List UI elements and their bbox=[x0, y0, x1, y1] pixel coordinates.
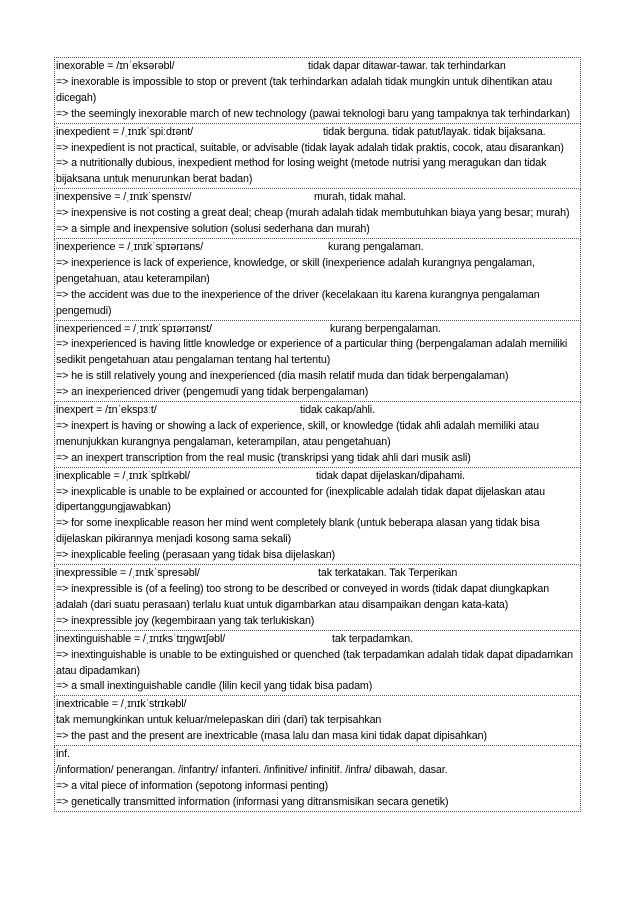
example-line: => a nutritionally dubious, inexpedient method for losing weight (metode nutrisi yang meragukan dan tidak bijaksana untuk menurunkan berat badan) bbox=[56, 157, 547, 186]
entry-heading bbox=[56, 190, 578, 206]
entry-heading bbox=[56, 125, 578, 141]
example-line: => an inexpert transcription from the real music (transkripsi yang tidak ahli dari musik asli) bbox=[56, 451, 471, 464]
meaning: kurang berpengalaman. bbox=[330, 322, 441, 335]
example-line: => a vital piece of information (sepotong informasi penting) bbox=[56, 779, 329, 792]
headword: inextinguishable = /ˌɪnɪksˈtɪŋɡwɪʃəbl/ bbox=[56, 632, 226, 645]
dictionary-entry bbox=[54, 402, 581, 468]
headword: inf. bbox=[56, 748, 70, 761]
example-line: => a small inextinguishable candle (lilin kecil yang tidak bisa padam) bbox=[56, 680, 373, 693]
entry-heading bbox=[56, 240, 578, 256]
example-line: => inexpert is having or showing a lack of experience, skill, or knowledge (tidak ahli adalah memiliki atau menunjukkan kurangnya pengalaman, keterampilan, atau pengetahuan) bbox=[56, 419, 539, 448]
meaning: tidak dapar ditawar-tawar. tak terhindarkan bbox=[308, 60, 506, 72]
entry-heading bbox=[56, 403, 578, 419]
example-line: => a simple and inexpensive solution (solusi sederhana dan murah) bbox=[56, 223, 370, 236]
headword: inexorable = /ɪnˈeksərəbl/ bbox=[56, 60, 175, 72]
entry-heading bbox=[56, 697, 578, 729]
dictionary-entry bbox=[54, 239, 581, 321]
meaning: tak memungkinkan untuk keluar/melepaskan diri (dari) tak terpisahkan bbox=[56, 714, 382, 727]
example-line: => inexpressible is (of a feeling) too strong to be described or conveyed in words (tidak dapat diungkapkan adalah (dari suatu perasaan) terlalu kuat untuk digambarkan atau disampaikan dengan kata-kata) bbox=[56, 583, 550, 611]
dictionary-entry bbox=[54, 189, 581, 239]
entry-heading bbox=[56, 566, 578, 582]
dictionary-entry bbox=[54, 124, 581, 190]
headword: inexpressible = /ˌɪnɪkˈspresəbl/ bbox=[56, 567, 200, 580]
meaning: tidak cakap/ahli. bbox=[300, 404, 375, 417]
headword: inexplicable = /ˌɪnɪkˈsplɪkəbl/ bbox=[56, 469, 190, 482]
headword: inextricable = /ˌɪnɪkˈstrɪkəbl/ bbox=[56, 698, 187, 711]
dictionary-entry bbox=[54, 57, 581, 124]
headword: inexperienced = /ˌɪnɪkˈspɪərɪənst/ bbox=[56, 322, 212, 335]
example-line: => genetically transmitted information (informasi yang ditransmisikan secara genetik) bbox=[56, 795, 449, 808]
entry-heading bbox=[56, 59, 578, 75]
example-line: => for some inexplicable reason her mind went completely blank (untuk beberapa alasan yang tidak bisa dijelaskan pikirannya menjadi kosong sama sekali) bbox=[56, 517, 540, 546]
example-line: => inexpedient is not practical, suitable, or advisable (tidak layak adalah tidak praktis, cocok, atau disarankan) bbox=[56, 141, 564, 154]
example-line: => the accident was due to the inexperience of the driver (kecelakaan itu karena kurangnya pengalaman pengemudi) bbox=[56, 288, 540, 317]
example-line: => inexpensive is not costing a great deal; cheap (murah adalah tidak membutuhkan biaya yang besar; murah) bbox=[56, 207, 570, 220]
dictionary-entry bbox=[54, 468, 581, 565]
headword: inexpedient = /ˌɪnɪkˈspiːdɪənt/ bbox=[56, 125, 193, 138]
dictionary-entry bbox=[54, 565, 581, 631]
meaning: murah, tidak mahal. bbox=[314, 191, 406, 204]
example-line: => he is still relatively young and inexperienced (dia masih relatif muda dan tidak berpengalaman) bbox=[56, 370, 509, 383]
example-line: => inextinguishable is unable to be extinguished or quenched (tak terpadamkan adalah tidak dapat dipadamkan atau dipadamkan) bbox=[56, 648, 573, 677]
dictionary-entry bbox=[54, 746, 581, 812]
example-line: => the past and the present are inextricable (masa lalu dan masa kini tidak dapat dipisahkan) bbox=[56, 730, 487, 743]
example-line: => an inexperienced driver (pengemudi yang tidak berpengalaman) bbox=[56, 386, 369, 399]
headword: inexpert = /ɪnˈekspɜːt/ bbox=[56, 404, 157, 417]
example-line: => inexpressible joy (kegembiraan yang tak terlukiskan) bbox=[56, 614, 315, 627]
dictionary-entry bbox=[54, 631, 581, 697]
meaning: tidak dapat dijelaskan/dipahami. bbox=[316, 469, 465, 482]
dictionary-entry bbox=[54, 321, 581, 403]
headword: inexperience = /ˌɪnɪkˈspɪərɪəns/ bbox=[56, 240, 204, 253]
entry-heading bbox=[56, 322, 578, 338]
example-line: => inexperience is lack of experience, knowledge, or skill (inexperience adalah kurangnya pengalaman, pengetahuan, atau keterampilan) bbox=[56, 256, 535, 285]
example-line: => inexplicable is unable to be explained or accounted for (inexplicable adalah tidak dapat dijelaskan atau dipertanggungjawabkan) bbox=[56, 485, 545, 514]
example-line: => inexplicable feeling (perasaan yang tidak bisa dijelaskan) bbox=[56, 549, 336, 562]
entry-heading bbox=[56, 747, 578, 779]
entry-heading bbox=[56, 632, 578, 648]
entry-list bbox=[54, 57, 581, 812]
dictionary-entry bbox=[54, 696, 581, 746]
meaning: /information/ penerangan. /infantry/ infanteri. /infinitive/ infinitif. /infra/ dibawah, dasar. bbox=[56, 763, 448, 776]
entry-heading bbox=[56, 469, 578, 485]
example-line: => the seemingly inexorable march of new technology (pawai teknologi baru yang tampaknya tak terhindarkan) bbox=[56, 107, 570, 120]
meaning: tidak berguna. tidak patut/layak. tidak bijaksana. bbox=[323, 125, 546, 138]
headword: inexpensive = /ˌɪnɪkˈspensɪv/ bbox=[56, 191, 192, 204]
meaning: kurang pengalaman. bbox=[328, 240, 424, 253]
meaning: tak terkatakan. Tak Terperikan bbox=[318, 567, 458, 580]
example-line: => inexperienced is having little knowledge or experience of a particular thing (berpengalaman adalah memiliki sedikit pengetahuan atau pengalaman tentang hal tertentu) bbox=[56, 338, 568, 367]
example-line: => inexorable is impossible to stop or prevent (tak terhindarkan adalah tidak mungkin untuk dihentikan atau dicegah) bbox=[56, 75, 553, 104]
meaning: tak terpadamkan. bbox=[332, 632, 413, 645]
